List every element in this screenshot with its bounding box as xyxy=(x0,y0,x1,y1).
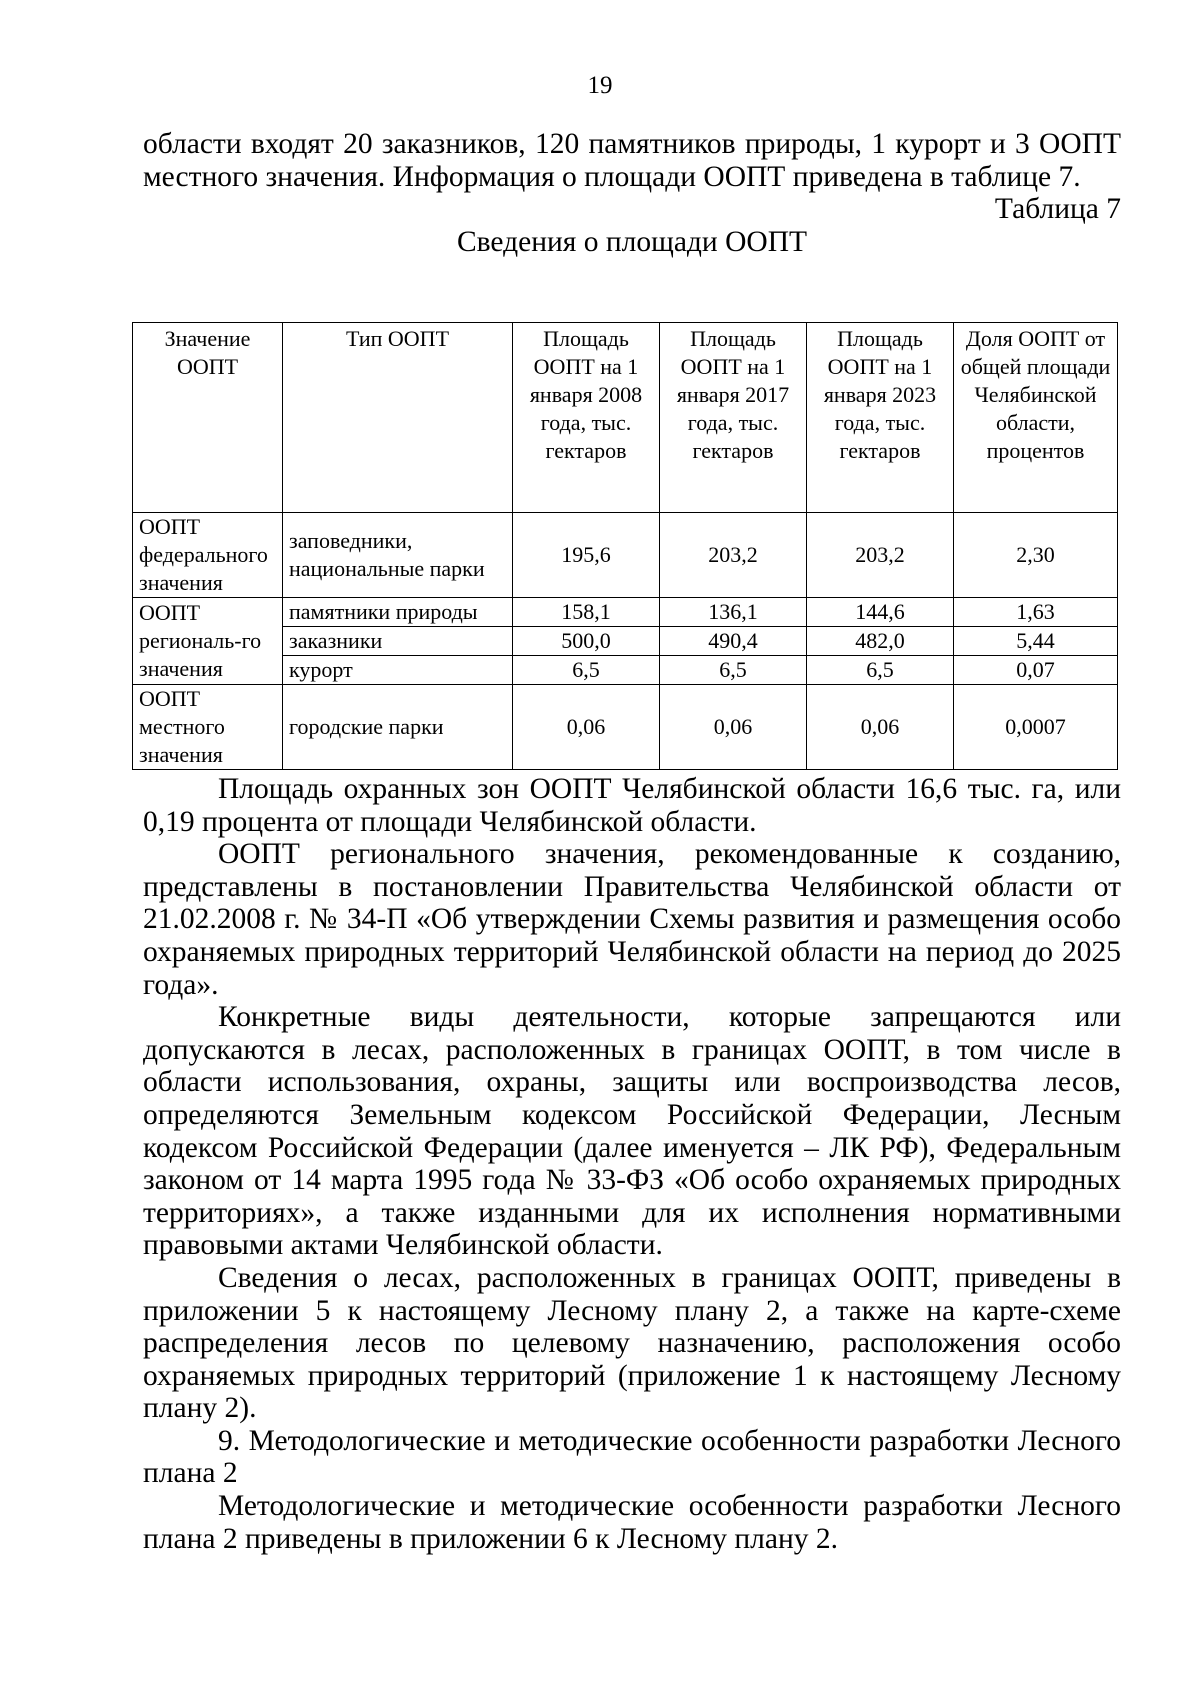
group-cell-local: ООПТ местного значения xyxy=(133,685,283,770)
section-heading-9: 9. Методологические и методические особенности разработки Лесного плана 2 xyxy=(143,1424,1121,1490)
table-row xyxy=(133,685,1118,770)
value-cell: 1,63 xyxy=(954,598,1118,627)
group-cell-regional: ООПТ региональ-го значения xyxy=(133,598,283,685)
value-cell: 0,06 xyxy=(660,685,807,770)
paragraph-protection-zones: Площадь охранных зон ООПТ Челябинской области 16,6 тыс. га, или 0,19 процента от площади Челябинской области. xyxy=(143,773,1121,838)
value-cell: 203,2 xyxy=(660,513,807,598)
value-cell: 136,1 xyxy=(660,598,807,627)
value-cell: 5,44 xyxy=(954,627,1118,656)
header-cell: Площадь ООПТ на 1 января 2017 года, тыс. гектаров xyxy=(660,323,807,513)
group-cell-federal: ООПТ федерального значения xyxy=(133,513,283,598)
value-cell: 0,06 xyxy=(807,685,954,770)
value-cell: 482,0 xyxy=(807,627,954,656)
type-cell: городские парки xyxy=(283,685,513,770)
value-cell: 144,6 xyxy=(807,598,954,627)
oopt-area-table xyxy=(132,322,1118,770)
value-cell: 158,1 xyxy=(513,598,660,627)
value-cell: 6,5 xyxy=(513,656,660,685)
intro-paragraph: области входят 20 заказников, 120 памятников природы, 1 курорт и 3 ООПТ местного значения. Информация о площади ООПТ приведена в таблице 7. xyxy=(143,128,1121,193)
header-cell: Площадь ООПТ на 1 января 2008 года, тыс. гектаров xyxy=(513,323,660,513)
value-cell: 2,30 xyxy=(954,513,1118,598)
page-number: 19 xyxy=(587,72,613,99)
type-cell: заказники xyxy=(283,627,513,656)
intro-block xyxy=(143,128,1121,258)
type-cell: курорт xyxy=(283,656,513,685)
value-cell: 490,4 xyxy=(660,627,807,656)
paragraph-activities: Конкретные виды деятельности, которые запрещаются или допускаются в лесах, расположенных в границах ООПТ, в том числе в области использования, охраны, защиты или воспроизводства лесов, определяются Земельным кодексом Российской Федерации, Лесным кодексом Российской Федерации (далее именуется – ЛК РФ), Федеральным законом от 14 марта 1995 года № 33-ФЗ «Об особо охраняемых природных территориях», а также изданными для их исполнения нормативными правовыми актами Челябинской области. xyxy=(143,1001,1121,1262)
value-cell: 0,06 xyxy=(513,685,660,770)
table-row xyxy=(133,513,1118,598)
type-cell: заповедники, национальные парки xyxy=(283,513,513,598)
value-cell: 203,2 xyxy=(807,513,954,598)
table-label: Таблица 7 xyxy=(994,193,1121,226)
table-title: Сведения о площади ООПТ xyxy=(456,225,808,258)
body-paragraphs xyxy=(143,773,1121,1555)
paragraph-forest-info: Сведения о лесах, расположенных в границах ООПТ, приведены в приложении 5 к настоящему Лесному плану 2, а также на карте-схеме распределения лесов по целевому назначению, расположения особо охраняемых природных территорий (приложение 1 к настоящему Лесному плану 2). xyxy=(143,1261,1121,1425)
value-cell: 6,5 xyxy=(807,656,954,685)
paragraph-recommended-oopt: ООПТ регионального значения, рекомендованные к созданию, представлены в постановлении Правительства Челябинской области от 21.02.2008 г. № 34-П «Об утверждении Схемы развития и размещения особо охраняемых природных территорий Челябинской области на период до 2025 года». xyxy=(143,838,1121,1001)
table-row xyxy=(133,598,1118,627)
type-cell: памятники природы xyxy=(283,598,513,627)
value-cell: 0,07 xyxy=(954,656,1118,685)
header-cell: Доля ООПТ от общей площади Челябинской области, процентов xyxy=(954,323,1118,513)
header-cell: Площадь ООПТ на 1 января 2023 года, тыс. гектаров xyxy=(807,323,954,513)
value-cell: 0,0007 xyxy=(954,685,1118,770)
table-header-row xyxy=(133,323,1118,513)
header-cell: Значение ООПТ xyxy=(133,323,283,513)
paragraph-methodology: Методологические и методические особенности разработки Лесного плана 2 приведены в приложении 6 к Лесному плану 2. xyxy=(143,1490,1121,1555)
header-cell: Тип ООПТ xyxy=(283,323,513,513)
value-cell: 6,5 xyxy=(660,656,807,685)
value-cell: 500,0 xyxy=(513,627,660,656)
value-cell: 195,6 xyxy=(513,513,660,598)
